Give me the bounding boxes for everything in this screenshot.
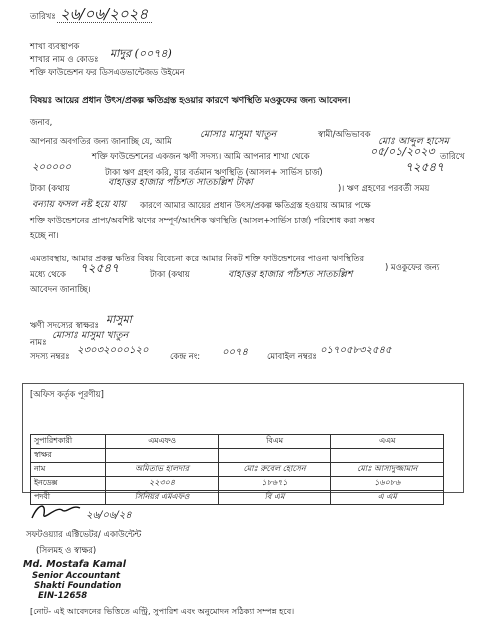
body-text: টাকা (কথায় bbox=[150, 269, 190, 279]
recipient-org: শক্তি ফাউন্ডেশন ফর ডিসএডভান্টেজড উইমেন bbox=[30, 67, 185, 77]
member-id-value: ২৩০৩২০০০১২০ bbox=[77, 345, 149, 356]
date-value: ২৬/০৬/২০২৪ bbox=[60, 5, 149, 23]
body-text: স্বামী/অভিভাবক bbox=[318, 129, 371, 139]
table-cell: মোঃ রুবেল হোসেন bbox=[218, 463, 331, 477]
subject-line: বিষয়ঃ আয়ের প্রধান উৎস/প্রকল্প ক্ষতিগ্রস্ত হওয়ার কারণে ঋণস্থিতি মওকুফের জন্য আবেদন। bbox=[30, 96, 351, 106]
table-cell: সিনিয়র এমএফও bbox=[106, 491, 218, 505]
recipient-branch-label: শাখার নাম ও কোডঃ bbox=[30, 54, 99, 64]
stamp-title: Senior Accountant bbox=[32, 571, 121, 581]
member-name-value: মোসাঃ মাসুমা খাতুন bbox=[52, 330, 129, 341]
member-name-label: নামঃ bbox=[30, 337, 47, 347]
waive-amount-handwritten: ৭২৫৪৭ bbox=[80, 261, 119, 275]
table-header-cell: এএম bbox=[331, 435, 444, 449]
table-header-cell: বিএম bbox=[218, 435, 331, 449]
member-name-handwritten: মোসাঃ মাসুমা খাতুন bbox=[200, 129, 277, 140]
table-row bbox=[31, 435, 444, 449]
cause-handwritten: বন্যায় ফসল নষ্ট হয়ে যায় bbox=[32, 199, 127, 210]
table-row bbox=[31, 449, 444, 463]
table-cell: ২২৩০৪ bbox=[106, 477, 218, 491]
table-row-label: ইনডেক্স bbox=[31, 477, 106, 491]
approval-table bbox=[30, 434, 444, 505]
table-row bbox=[31, 491, 444, 505]
body-text: টাকা (কথায় bbox=[30, 183, 70, 193]
table-header-cell: এমএফও bbox=[106, 435, 218, 449]
balance-handwritten: ৭২৫৪৭ bbox=[405, 160, 444, 174]
center-label: কেন্দ্র নং: bbox=[170, 351, 201, 361]
stamp-ein: EIN-12658 bbox=[38, 591, 88, 601]
body-text: মধ্যে থেকে bbox=[30, 269, 66, 279]
stamp-name: Md. Mostafa Kamal bbox=[23, 559, 126, 570]
balance-words-handwritten: বাহাত্তর হাজার পাঁচশত সাতচল্লিশ টাকা bbox=[108, 177, 253, 188]
table-cell bbox=[106, 449, 218, 463]
body-text: টাকা ঋণ গ্রহণ করি, যার বর্তমান ঋণস্থিতি (আসল+ সার্ভিস চার্জ) bbox=[105, 167, 323, 177]
member-signature: মাসুমা bbox=[106, 313, 132, 326]
table-cell: ১৮৬৭১ bbox=[218, 477, 331, 491]
body-text: )। ঋণ গ্রহণের পরবর্তী সময় bbox=[338, 183, 430, 193]
table-row-label: স্বাক্ষর bbox=[31, 449, 106, 463]
center-value: ০০৭৪ bbox=[222, 347, 248, 358]
accountant-role: সফটওয়্যার এক্টিভেটর/ একাউন্টেন্ট bbox=[26, 529, 142, 539]
branch-handwritten: মাদুর (০০৭৪) bbox=[110, 47, 172, 60]
date-label: তারিখঃ bbox=[30, 11, 56, 21]
body-text: আবেদন জানাচ্ছি। bbox=[30, 284, 91, 294]
loan-amount-handwritten: ২০০০০০ bbox=[32, 162, 72, 173]
table-cell: বি এম bbox=[218, 491, 331, 505]
table-row bbox=[31, 477, 444, 491]
table-cell bbox=[218, 449, 331, 463]
body-text: হচ্ছে না। bbox=[30, 230, 59, 240]
body-text: আপনার অবগতির জন্য জানাচ্ছি যে, আমি bbox=[30, 136, 172, 146]
member-id-label: সদস্য নম্বরঃ bbox=[30, 351, 70, 361]
table-cell: ১৬০৮৬ bbox=[331, 477, 444, 491]
mobile-value: ০১৭০৫৮৩২৫৪৫ bbox=[320, 345, 392, 356]
body-text: ) মওকুফের জন্য bbox=[385, 262, 440, 272]
body-text: এমতাবস্থায়, আমার প্রকল্প ক্ষতির বিষয় বিবেচনা করে আমার নিকট শক্তি ফাউন্ডেশনের পাওনা ঋণস্থিতির bbox=[30, 253, 365, 263]
table-cell: এ এম bbox=[331, 491, 444, 505]
body-text: তারিখে bbox=[440, 151, 465, 161]
accountant-seal-label: (সিলমহ ও স্বাক্ষর) bbox=[36, 545, 97, 555]
accountant-signature-date: ২৬/০৬/২৪ bbox=[86, 510, 132, 521]
table-row-label: পদবী bbox=[31, 491, 106, 505]
mobile-label: মোবাইল নম্বরঃ bbox=[267, 351, 317, 361]
loan-date-handwritten: ০৫/০১/২০২৩ bbox=[370, 145, 435, 158]
table-cell bbox=[331, 449, 444, 463]
body-text: শক্তি ফাউন্ডেশনের প্রাপ্য/অবশিষ্ট ঋণের সম্পূর্ণ/আংশিক ঋণস্থিতি (আসল+সার্ভিস চার্জ) পরিশোধ করা সম্ভব bbox=[30, 215, 375, 225]
table-cell: অমিতাভ হালদার bbox=[106, 463, 218, 477]
accountant-signature-scribble bbox=[28, 500, 88, 524]
table-header-cell: সুপারিশকারী bbox=[31, 435, 106, 449]
stamp-org: Shakti Foundation bbox=[34, 581, 122, 591]
guardian-name-handwritten: মোঃ আব্দুল হাসেম bbox=[378, 136, 449, 147]
table-cell: মোঃ আসাদুজ্জামান bbox=[331, 463, 444, 477]
recipient-line-1: শাখা ব্যবস্থাপক bbox=[30, 41, 80, 51]
member-signature-label: ঋণী সদস্যের স্বাক্ষরঃ bbox=[30, 320, 99, 330]
table-row-label: নাম bbox=[31, 463, 106, 477]
body-text: কারণে আমার আয়ের প্রধান উৎস/প্রকল্প ক্ষতিগ্রস্ত হওয়ায় আমার পক্ষে bbox=[140, 200, 371, 210]
table-row bbox=[31, 463, 444, 477]
office-section-title: [অফিস কর্তৃক পূরণীয়] bbox=[30, 389, 104, 399]
footer-note: [নোট- এই আবেদনের ভিত্তিতে এন্ট্রি, সুপারিশ এবং অনুমোদন সঠিক্যা সম্পন্ন হবে। bbox=[30, 606, 295, 616]
salutation: জনাব, bbox=[30, 117, 53, 127]
waive-words-handwritten: বাহাত্তর হাজার পাঁচশত সাতচল্লিশ bbox=[228, 269, 353, 280]
body-text: শক্তি ফাউন্ডেশনের একজন ঋণী সদস্য। আমি আপনার শাখা থেকে bbox=[92, 151, 310, 161]
